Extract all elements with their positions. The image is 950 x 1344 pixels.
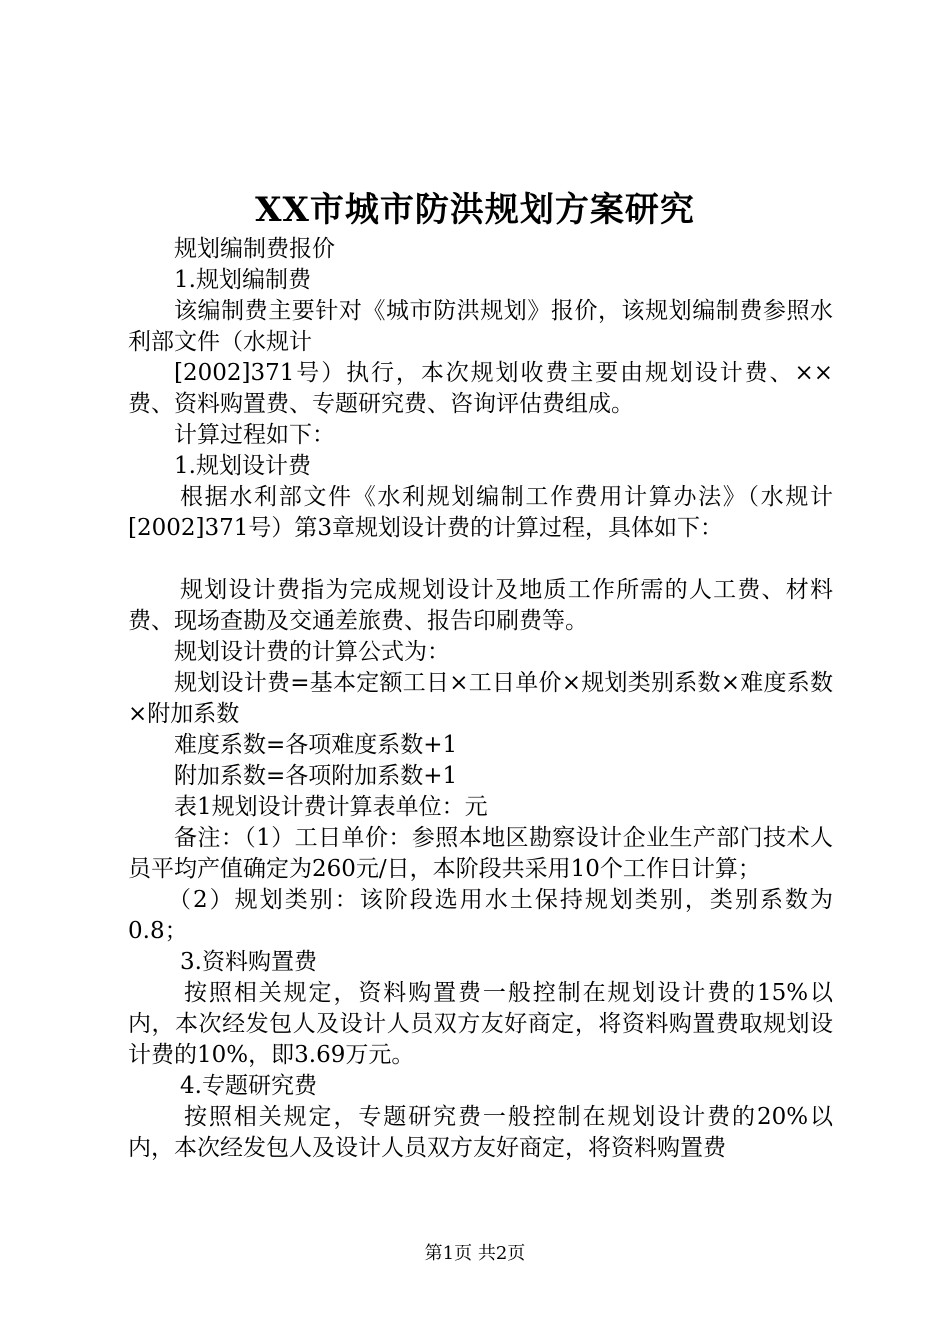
paragraph-design-fee-definition: 规划设计费指为完成规划设计及地质工作所需的人工费、材料费、现场查勘及交通差旅费、报告印刷费等。	[128, 577, 833, 634]
paragraph-table-caption: 表1规划设计费计算表单位：元	[174, 794, 488, 820]
paragraph-heading-quote: 规划编制费报价	[174, 236, 335, 262]
paragraph-section-3: 3.资料购置费	[180, 949, 317, 975]
paragraph-formula: 规划设计费=基本定额工日×工日单价×规划类别系数×难度系数×附加系数	[128, 670, 833, 727]
paragraph-basis: 根据水利部文件《水利规划编制工作费用计算办法》（水规计[2002]371号）第3章规划设计费的计算过程，具体如下：	[128, 484, 833, 541]
blank-line	[128, 544, 833, 575]
document-body	[128, 234, 833, 1164]
paragraph-section-1: 1.规划编制费	[174, 267, 311, 293]
paragraph-remark-2: （2）规划类别：该阶段选用水土保持规划类别，类别系数为0.8；	[128, 887, 833, 944]
paragraph-additional-coefficient: 附加系数=各项附加系数+1	[174, 763, 458, 789]
paragraph-remark-1: 备注：（1）工日单价：参照本地区勘察设计企业生产部门技术人员平均产值确定为260元/日，本阶段共采用10个工作日计算；	[128, 825, 833, 882]
paragraph-fee-intro: 该编制费主要针对《城市防洪规划》报价，该规划编制费参照水利部文件（水规计	[128, 298, 833, 355]
paragraph-materials-fee: 按照相关规定，资料购置费一般控制在规划设计费的15%以内，本次经发包人及设计人员双方友好商定，将资料购置费取规划设计费的10%，即3.69万元。	[128, 980, 833, 1068]
paragraph-calc-process: 计算过程如下：	[174, 422, 335, 448]
page-footer: 第1页 共2页	[424, 1243, 526, 1264]
paragraph-fee-composition: [2002]371号）执行，本次规划收费主要由规划设计费、××费、资料购置费、专题研究费、咨询评估费组成。	[128, 360, 833, 417]
paragraph-research-fee: 按照相关规定，专题研究费一般控制在规划设计费的20%以内，本次经发包人及设计人员双方友好商定，将资料购置费	[128, 1104, 833, 1161]
paragraph-difficulty-coefficient: 难度系数=各项难度系数+1	[174, 732, 458, 758]
paragraph-section-4: 4.专题研究费	[180, 1073, 317, 1099]
paragraph-formula-heading: 规划设计费的计算公式为：	[174, 639, 450, 665]
document-title: XX市城市防洪规划方案研究	[255, 190, 695, 230]
paragraph-design-fee-heading: 1.规划设计费	[174, 453, 311, 479]
